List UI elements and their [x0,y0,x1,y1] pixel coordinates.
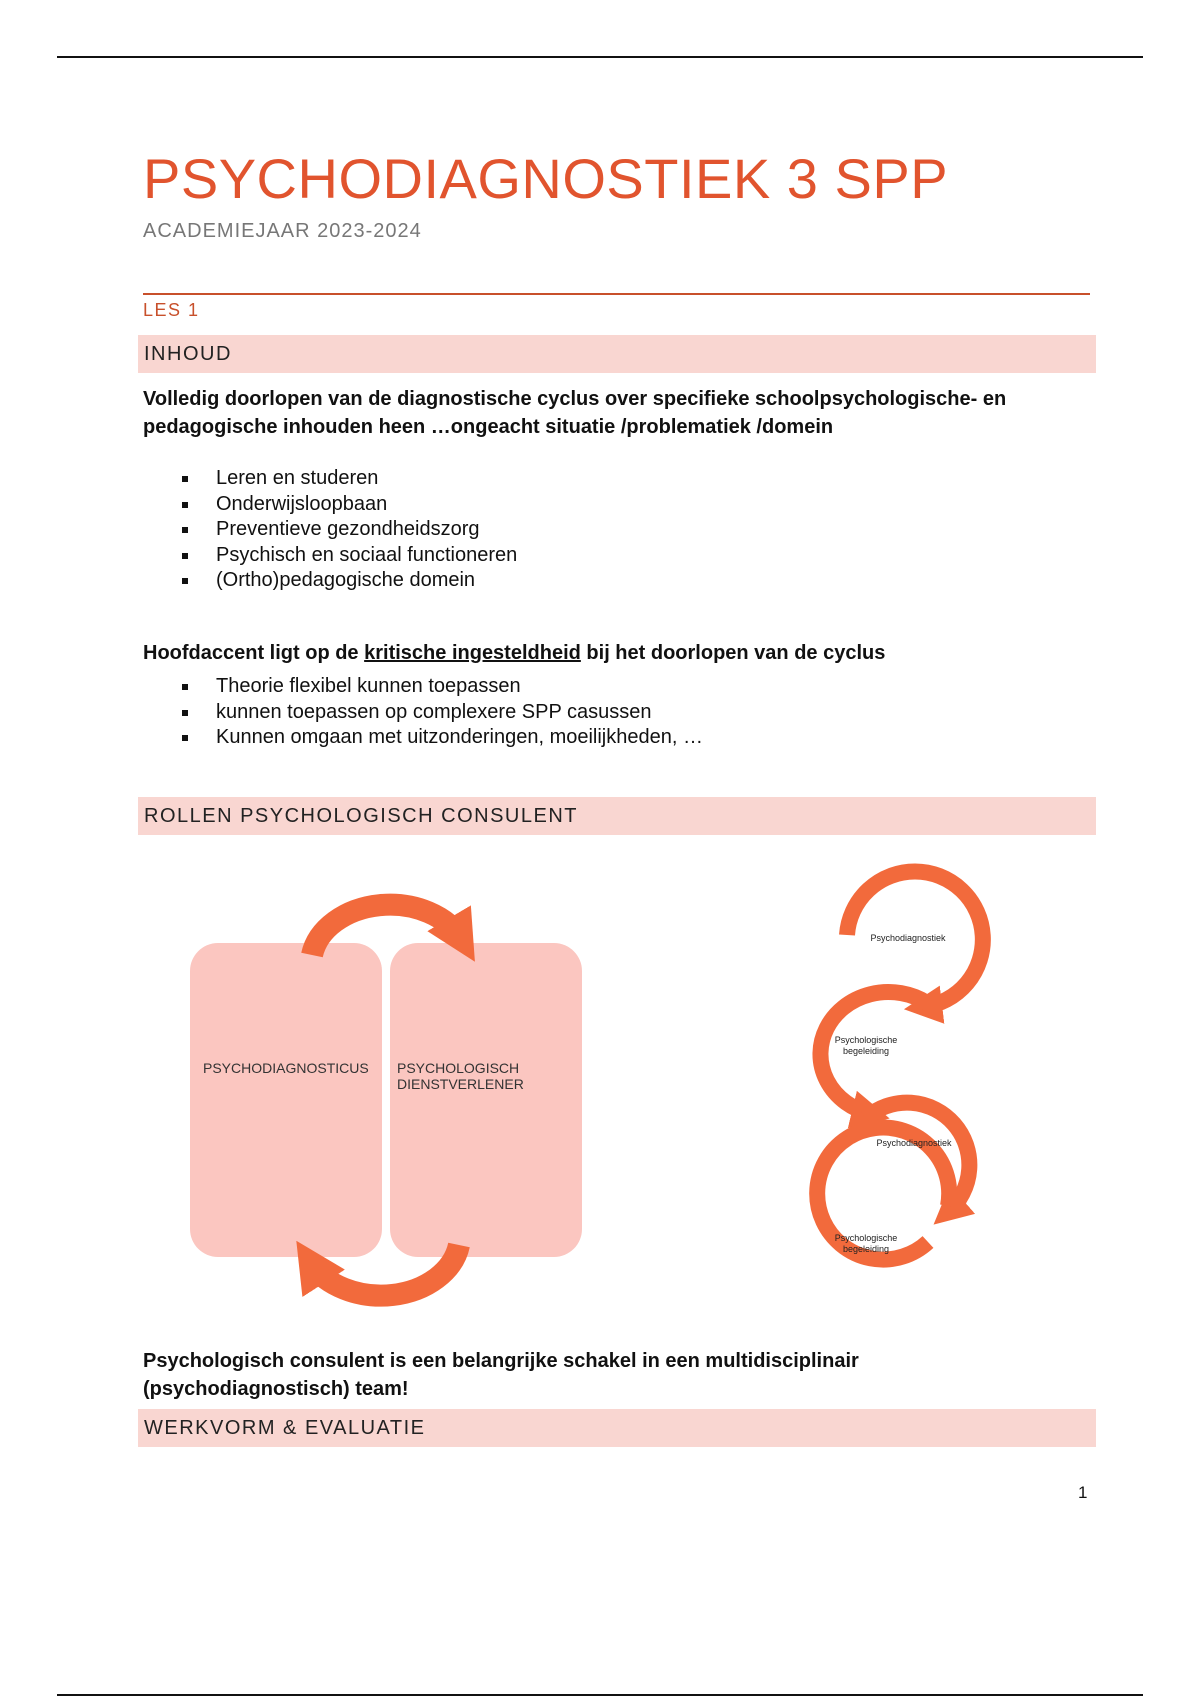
focus-emphasis: kritische ingesteldheid [364,642,581,664]
alternating-cycle-diagram [817,871,983,1259]
psychodiagnosticus-box [190,943,382,1257]
psychodiagnosticus-label: PSYCHODIAGNOSTICUS [203,1060,369,1076]
cycle-label: Psychodiagnostiek [876,1138,952,1148]
bottom-rule [57,1694,1143,1696]
list-item: Leren en studeren [143,466,517,492]
heading-rollen: ROLLEN PSYCHOLOGISCH CONSULENT [138,797,1096,835]
rollen-conclusion: Psychologisch consulent is een belangrijke schakel in een multidisciplinair (psychodiagnostisch) team! [143,1350,859,1400]
list-item: (Ortho)pedagogische domein [143,568,517,594]
dienstverlener-label-line1: PSYCHOLOGISCH [397,1060,520,1076]
role-cycle-diagram [190,905,582,1296]
cycle-label: begeleiding [842,1244,890,1254]
list-item: kunnen toepassen op complexere SPP casussen [143,700,703,726]
list-item: Kunnen omgaan met uitzonderingen, moeilijkheden, … [143,725,703,751]
cycle-label: Psychologische [834,1035,898,1045]
list-item: Onderwijsloopbaan [143,492,517,518]
academic-year: ACADEMIEJAAR 2023-2024 [143,220,422,242]
inhoud-intro: Volledig doorlopen van de diagnostische cyclus over specifieke schoolpsychologische- en pedagogische inhouden heen …ongeacht situatie /problematiek /domein [143,388,1007,438]
document-title: PSYCHODIAGNOSTIEK 3 SPP [143,147,949,210]
list-item: Theorie flexibel kunnen toepassen [143,674,703,700]
cycle-label: Psychodiagnostiek [870,933,946,943]
cycle-label: Psychologische [834,1233,898,1243]
focus-text-end: bij het doorlopen van de cyclus [580,642,886,664]
dienstverlener-label-line2: DIENSTVERLENER [397,1076,524,1092]
list-item: Psychisch en sociaal functioneren [143,543,517,569]
cycle-label: begeleiding [842,1046,890,1056]
focus-text-start: Hoofdaccent ligt op de [143,642,365,664]
lesson-label: LES 1 [143,300,200,320]
page-number: 1 [1078,1483,1088,1502]
list-item: Preventieve gezondheidszorg [143,517,517,543]
dienstverlener-box [390,943,582,1257]
heading-werkvorm: WERKVORM & EVALUATIE [138,1409,1096,1447]
heading-inhoud: INHOUD [138,335,1096,373]
